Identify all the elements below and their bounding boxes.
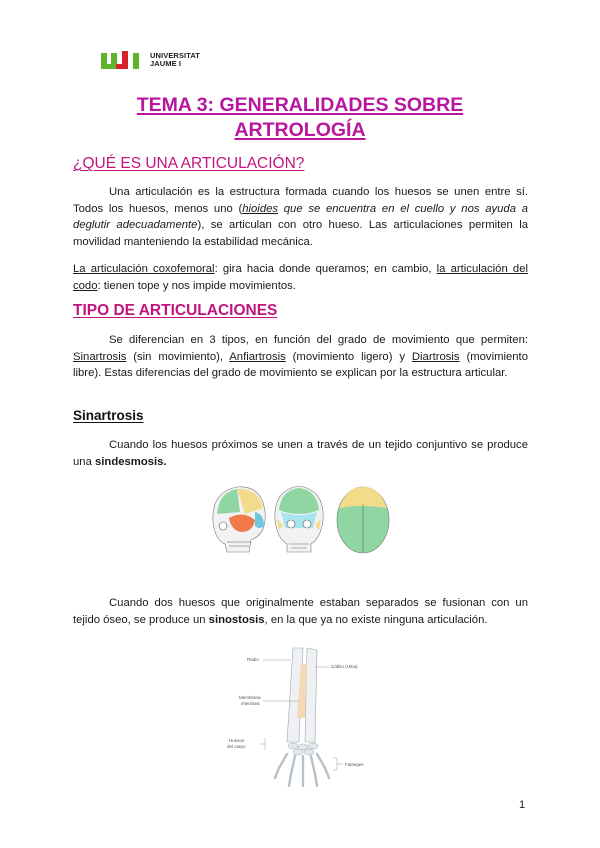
skull-sutures-illustration <box>207 482 393 554</box>
page-title <box>73 93 527 143</box>
text-span: Cuando los huesos próximos se unen a través de un tejido conjuntivo se produce una <box>73 439 528 468</box>
sindesmosis-term: sindesmosis. <box>95 455 167 468</box>
section-heading-tipos: TIPO DE ARTICULACIONES <box>73 302 278 319</box>
text-span: Una articulación es la estructura formada cuando los huesos se unen entre sí. Todos los huesos, menos uno ( <box>73 186 528 215</box>
page-number: 1 <box>519 799 526 811</box>
skull-frontal <box>275 486 323 552</box>
logo-text <box>150 52 200 68</box>
text-span: : gira hacia donde queramos; en cambio, <box>214 263 437 275</box>
text-span: (movimiento ligero) y <box>285 350 412 363</box>
label-huesos-1: Huesos <box>229 738 245 743</box>
label-huesos-2: del carpo <box>227 744 246 749</box>
label-falanges: Falanges <box>345 762 364 767</box>
paragraph-sinostosis <box>73 595 528 628</box>
paragraph-tipos <box>73 332 528 382</box>
logo-line-1: UNIVERSITAT <box>150 51 200 60</box>
text-span: (sin movimiento), <box>126 350 230 363</box>
carpal-bones <box>288 743 318 755</box>
paragraph-sindesmosis <box>73 437 528 470</box>
label-cubito: Cúbito (Ulna) <box>331 664 358 669</box>
text-span: Cuando dos huesos que originalmente estaban separados se fusionan con un tejido óseo, se produce un <box>73 597 528 626</box>
skull-lateral <box>213 487 265 552</box>
diartrosis-term: Diartrosis <box>411 350 460 363</box>
ulna-bone <box>305 648 317 742</box>
text-span: Se diferencian en 3 tipos, en función del grado de movimiento que permiten: <box>109 334 528 346</box>
skull-superior <box>337 487 389 553</box>
sinostosis-term: sinostosis <box>208 613 265 626</box>
phalanges <box>275 754 329 786</box>
anfiartrosis-term: Anfiartrosis <box>229 350 286 363</box>
text-span: (movimiento libre). Estas diferencias del grado de movimiento se explican por la estructura articular. <box>73 350 528 380</box>
label-radio: Radio <box>247 657 259 662</box>
codo-term: la articulación del codo <box>73 263 528 292</box>
subheading-sinartrosis: Sinartrosis <box>73 408 144 423</box>
uji-logo-mark <box>101 51 145 69</box>
text-span-italic: que se encuentra en el cuello y nos ayuda a deglutir adecuadamente <box>73 202 528 232</box>
paragraph-definicion <box>73 184 528 250</box>
forearm-bones-illustration <box>225 646 375 788</box>
title-line-1: TEMA 3: GENERALIDADES SOBRE <box>136 94 464 116</box>
hioides-term: hioides <box>242 202 279 215</box>
coxofemoral-term: La articulación coxofemoral <box>73 263 215 275</box>
label-membrana-1: Membrana <box>239 695 261 700</box>
section-heading-que-es: ¿QUÉ ES UNA ARTICULACIÓN? <box>73 155 305 172</box>
text-span: : tienen tope y nos impide movimientos. <box>97 279 296 292</box>
paragraph-ejemplos <box>73 261 528 294</box>
text-span: ), se articulan con otro hueso. Las articulaciones permiten la movilidad manteniendo la estabilidad mecánica. <box>73 219 528 248</box>
label-membrana-2: interósea <box>241 701 260 706</box>
university-logo <box>101 51 200 69</box>
text-span: , en la que ya no existe ninguna articulación. <box>264 613 488 626</box>
title-line-2: ARTROLOGÍA <box>234 119 366 141</box>
sinartrosis-term: Sinartrosis <box>73 350 127 363</box>
logo-line-2: JAUME I <box>150 59 182 68</box>
